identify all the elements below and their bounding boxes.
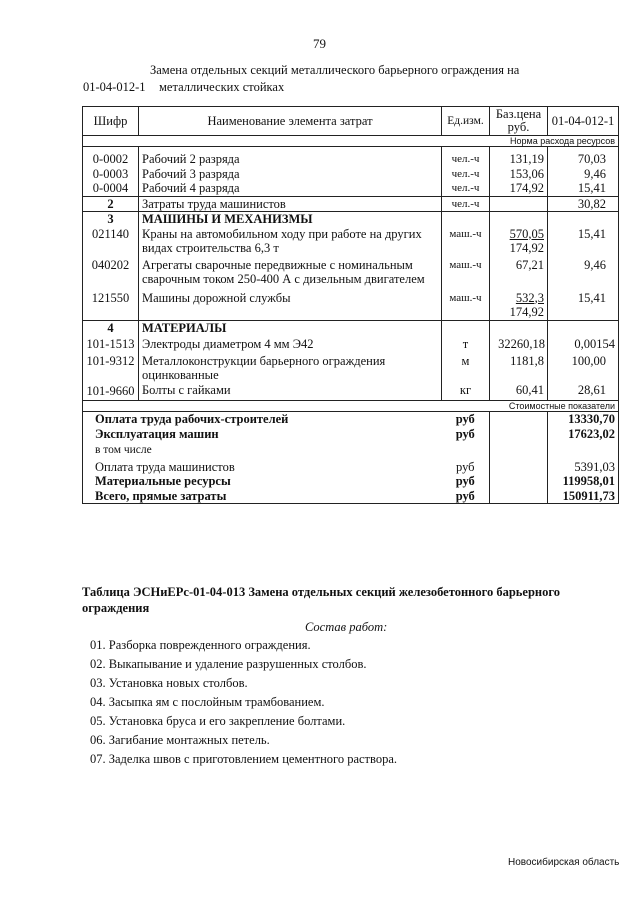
cost-row <box>83 474 619 489</box>
cost-unit: руб <box>455 412 475 426</box>
row-value: 30,82 <box>548 196 619 212</box>
cost-value: 17623,02 <box>548 427 619 442</box>
row-value: 100,00 <box>548 352 619 383</box>
row-code: 101-9312 <box>83 352 139 383</box>
cost-value: 150911,73 <box>548 489 619 504</box>
row-code: 021140 <box>83 227 139 256</box>
resource-table <box>82 106 619 504</box>
table-row <box>83 181 619 196</box>
row-name: Металлоконструкции барьерного ограждения <box>142 353 386 368</box>
row-unit: чел.-ч <box>442 147 490 167</box>
row-name: Машины дорожной службы <box>139 287 442 321</box>
next-table-title: Таблица ЭСНиЕРс-01-04-013 Замена отдельных секций железобетонного барьерного <box>82 585 560 599</box>
row-price: 67,21 <box>490 256 548 287</box>
section-name: МАТЕРИАЛЫ <box>139 320 442 335</box>
norm-label: Норма расхода ресурсов <box>83 136 619 147</box>
row-value: 9,46 <box>548 167 619 182</box>
row-code: 0-0003 <box>83 167 139 182</box>
section-row <box>83 320 619 335</box>
row-price: 60,41 <box>490 383 548 401</box>
section-code: 3 <box>83 212 139 227</box>
table-title-line1: Замена отдельных секций металлического барьерного ограждения на <box>150 63 520 77</box>
row-name: Краны на автомобильном ходу при работе на других <box>142 226 422 241</box>
row-name: Электроды диаметром 4 мм Э42 <box>139 335 442 352</box>
row-name: Рабочий 2 разряда <box>139 147 442 167</box>
row-unit: м <box>442 352 490 383</box>
row-name: Рабочий 4 разряда <box>139 181 442 196</box>
table-row <box>83 352 619 383</box>
row-price: 174,92 <box>490 181 548 196</box>
row-code: 2 <box>83 196 139 212</box>
table-title-line2: металлических стойках <box>159 80 285 94</box>
row-value: 70,03 <box>548 147 619 167</box>
row-unit: чел.-ч <box>442 181 490 196</box>
row-value: 0,00154 <box>548 335 619 352</box>
row-unit: маш.-ч <box>442 256 490 287</box>
header-unit: Ед.изм. <box>442 107 490 136</box>
footer-region: Новосибирская область <box>508 857 620 868</box>
cost-name: Материальные ресурсы <box>83 474 442 489</box>
header-code: Шифр <box>83 107 139 136</box>
row-price: 153,06 <box>490 167 548 182</box>
table-row <box>83 167 619 182</box>
row-name-cont: видах строительства 6,3 т <box>142 241 279 255</box>
row-value: 15,41 <box>548 181 619 196</box>
work-item: 02. Выкапывание и удаление разрушенных столбов. <box>90 657 367 671</box>
row-unit: чел.-ч <box>442 196 490 212</box>
row-code: 101-9660 <box>83 383 139 401</box>
work-item: 05. Установка бруса и его закрепление болтами. <box>90 714 346 728</box>
row-unit: кг <box>442 383 490 401</box>
row-value: 15,41 <box>548 227 619 256</box>
work-item: 04. Засыпка ям с послойным трамбованием. <box>90 695 325 709</box>
cost-unit: руб <box>442 489 490 504</box>
cost-name: Эксплуатация машин <box>83 427 442 442</box>
row-unit: маш.-ч <box>442 287 490 321</box>
cost-row <box>83 460 619 475</box>
header-name: Наименование элемента затрат <box>139 107 442 136</box>
row-unit: т <box>442 335 490 352</box>
table-row <box>83 227 619 256</box>
cost-name: Оплата труда рабочих-строителей <box>83 412 442 427</box>
cost-unit: руб <box>455 474 475 488</box>
next-table-title-cont: ограждения <box>82 601 150 615</box>
row-name: Агрегаты сварочные передвижные с номинальным <box>142 257 413 272</box>
section-row <box>83 212 619 227</box>
row-value: 15,41 <box>548 287 619 321</box>
row-price: 32260,18 <box>490 335 548 352</box>
row-name: Рабочий 3 разряда <box>139 167 442 182</box>
work-item: 06. Загибание монтажных петель. <box>90 733 270 747</box>
row-price-base: 174,92 <box>509 305 544 319</box>
row-name-cont: сварочным током 250-400 А с дизельным двигателем <box>142 272 425 286</box>
row-price: 131,19 <box>490 147 548 167</box>
page-number: 79 <box>313 36 326 51</box>
cost-unit: руб <box>455 426 475 441</box>
row-code: 040202 <box>83 256 139 287</box>
row-name: Затраты труда машинистов <box>139 196 442 212</box>
cost-label: Стоимостные показатели <box>83 401 619 412</box>
row-value: 9,46 <box>548 256 619 287</box>
table-row <box>83 287 619 321</box>
cost-row <box>83 412 619 427</box>
cost-value: 13330,70 <box>548 412 619 427</box>
works-heading: Состав работ: <box>305 620 388 634</box>
table-row <box>83 256 619 287</box>
table-row <box>83 196 619 212</box>
row-value: 28,61 <box>548 383 619 401</box>
table-row <box>83 147 619 167</box>
section-code: 4 <box>83 320 139 335</box>
row-unit: маш.-ч <box>442 227 490 256</box>
work-item: 03. Установка новых столбов. <box>90 676 248 690</box>
header-price: Баз.цена руб. <box>490 107 548 136</box>
cost-unit: руб <box>455 459 475 474</box>
section-name: МАШИНЫ И МЕХАНИЗМЫ <box>139 212 442 227</box>
cost-name: в том числе <box>83 441 442 460</box>
table-row <box>83 383 619 401</box>
table-header <box>83 107 619 136</box>
row-unit: чел.-ч <box>442 167 490 182</box>
cost-name: Оплата труда машинистов <box>83 460 442 475</box>
row-name-cont: оцинкованные <box>142 368 219 382</box>
row-price-base: 174,92 <box>509 241 544 255</box>
cost-value: 5391,03 <box>548 460 619 475</box>
table-row <box>83 335 619 352</box>
row-price: 570,05 <box>509 226 544 241</box>
row-code: 121550 <box>83 287 139 321</box>
row-price: 532,3 <box>515 290 544 305</box>
cost-row <box>83 441 619 460</box>
cost-value: 119958,01 <box>548 474 619 489</box>
cost-name: Всего, прямые затраты <box>83 489 442 504</box>
cost-row <box>83 427 619 442</box>
row-name: Болты с гайками <box>139 383 442 401</box>
cost-row <box>83 489 619 504</box>
table-code: 01-04-012-1 <box>83 80 146 94</box>
row-price: 1181,8 <box>490 352 548 383</box>
row-code: 0-0002 <box>83 147 139 167</box>
header-norm: 01-04-012-1 <box>548 107 619 136</box>
work-item: 01. Разборка поврежденного ограждения. <box>90 638 311 652</box>
row-code: 101-1513 <box>83 335 139 352</box>
row-code: 0-0004 <box>83 181 139 196</box>
work-item: 07. Заделка швов с приготовлением цементного раствора. <box>90 752 397 766</box>
